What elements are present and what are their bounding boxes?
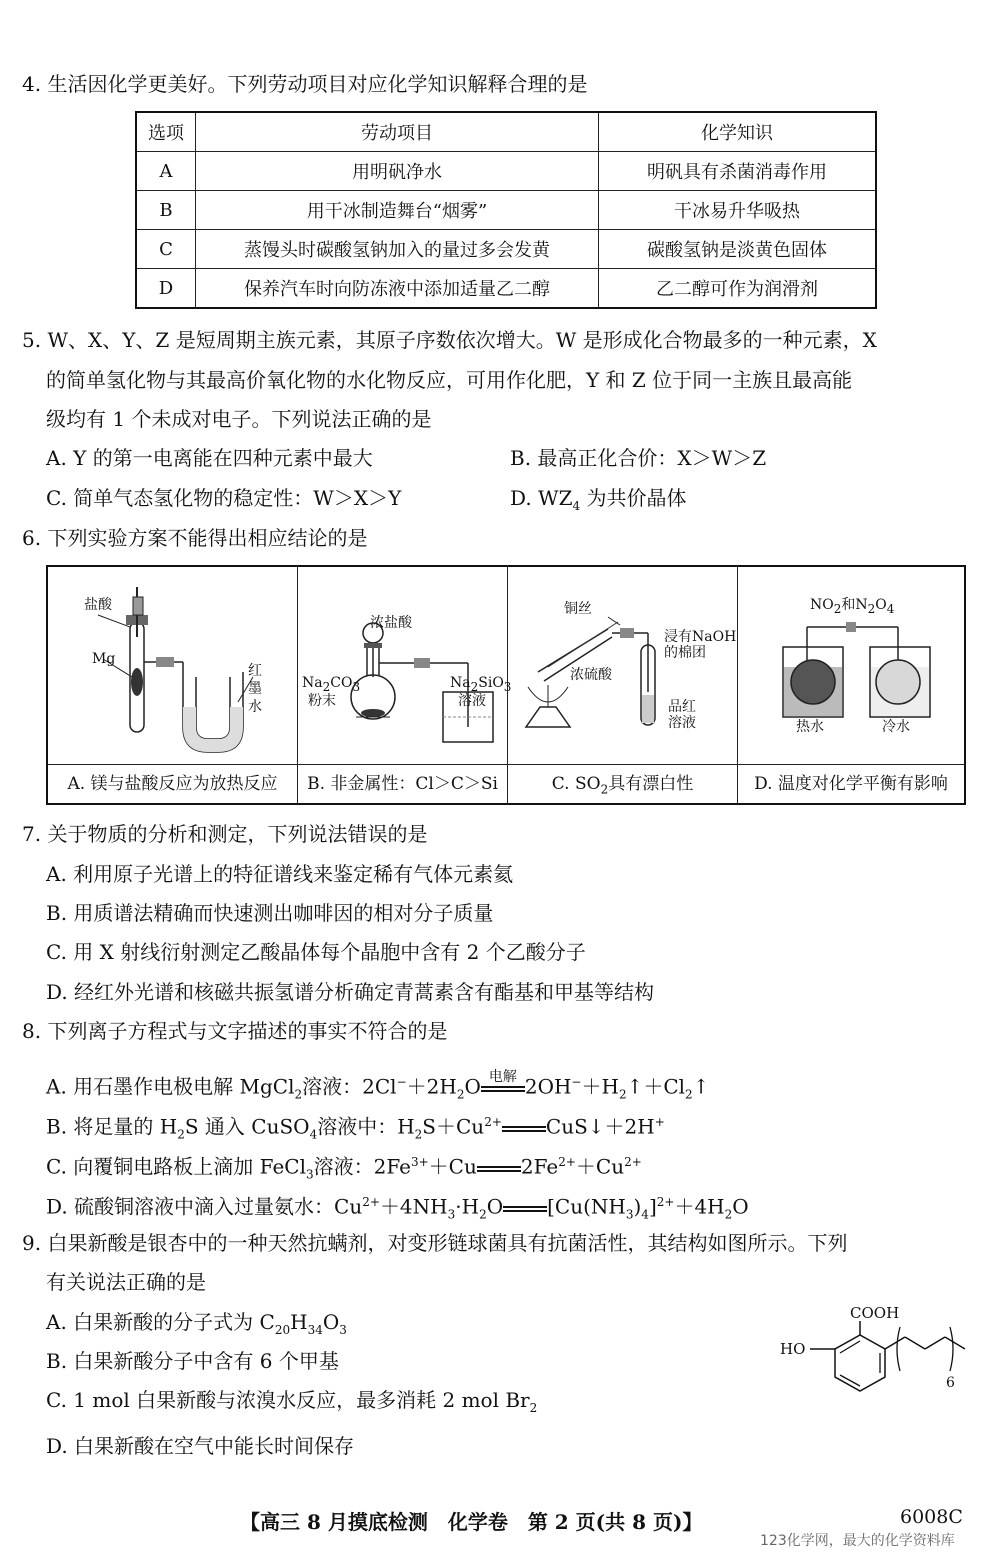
caption-d: D. 温度对化学平衡有影响 [738, 764, 964, 803]
q7-option-d: D. 经红外光谱和核磁共振氢谱分析确定青蒿素含有酯基和甲基等结构 [46, 980, 655, 1004]
q7-option-a: A. 利用原子光谱上的特征谱线来鉴定稀有气体元素氦 [46, 862, 514, 886]
table-cell: 用明矾净水 [196, 152, 599, 191]
q6-experiment-table [46, 565, 966, 805]
experiment-b [298, 567, 512, 803]
experiment-c [508, 567, 738, 803]
table-cell: 蒸馒头时碳酸氢钠加入的量过多会发黄 [196, 230, 599, 269]
q5-option-a: A. Y 的第一电离能在四种元素中最大 [46, 446, 373, 470]
q5-line1: 5. W、X、Y、Z 是短周期主族元素，其原子序数依次增大。W 是形成化合物最多的一种元素，X [22, 328, 877, 352]
apparatus-c-icon [508, 567, 738, 765]
q9-option-a: A. 白果新酸的分子式为 $C_{20}H_{34}O_3$ [46, 1310, 347, 1337]
table-cell: 碳酸氢钠是淡黄色固体 [599, 230, 877, 269]
q5-option-c: C. 简单气态氢化物的稳定性：W＞X＞Y [46, 486, 402, 510]
q9-option-b: B. 白果新酸分子中含有 6 个甲基 [46, 1349, 339, 1373]
table-row [136, 191, 876, 230]
table-cell: A [136, 152, 196, 191]
label-cold-water: 冷水 [882, 719, 910, 735]
table-cell: D [136, 269, 196, 309]
q7-option-c: C. 用 X 射线衍射测定乙酸晶体每个晶胞中含有 2 个乙酸分子 [46, 940, 586, 964]
page-footer: 【高三 8 月摸底检测 化学卷 第 2 页(共 8 页)】 [240, 1510, 703, 1534]
table-cell: 明矾具有杀菌消毒作用 [599, 152, 877, 191]
q9-option-c: C. 1 mol 白果新酸与浓溴水反应，最多消耗 2 mol $Br_2$ [46, 1388, 538, 1415]
q9-line1: 9. 白果新酸是银杏中的一种天然抗螨剂，对变形链球菌具有抗菌活性，其结构如图所示。下列 [22, 1231, 848, 1255]
q4-stem: 4. 生活因化学更美好。下列劳动项目对应化学知识解释合理的是 [22, 72, 588, 96]
label-solution: 溶液 [458, 693, 486, 709]
q8-option-b: B. 将足量的 $H_2S$ 通入 CuSO$_4$溶液中：$H_2S+Cu^{2+}$ CuS↓＋2H+ [46, 1114, 665, 1142]
paper-code: 6008C [900, 1506, 963, 1528]
table-cell: B [136, 191, 196, 230]
caption-a: A. 镁与盐酸反应为放热反应 [48, 764, 297, 803]
label-pinhong-2: 溶液 [668, 715, 696, 731]
label-red: 红 [248, 663, 262, 679]
label-conc-h2so4: 浓硫酸 [570, 667, 612, 683]
label-naoh-1: 浸有NaOH [664, 629, 737, 645]
label-gases: $NO_2$和$N_2O_4$ [810, 597, 895, 616]
label-cooh: COOH [850, 1304, 900, 1322]
q5-option-b: B. 最高正化合价：X＞W＞Z [510, 446, 767, 470]
label-na2co3: $Na_2CO_3$ [302, 675, 361, 694]
electrolysis-sign: 电解 [481, 1078, 525, 1098]
q8-option-d: D. 硫酸铜溶液中滴入过量氨水：$Cu^{2+}+4NH_3\cdot H_2O$ $[Cu(NH_3)_4]^{2+}+4H_2O$ [46, 1194, 749, 1222]
q6-stem: 6. 下列实验方案不能得出相应结论的是 [22, 526, 368, 550]
label-na2sio3: $Na_2SiO_3$ [450, 675, 512, 694]
label-mg: Mg [92, 651, 116, 667]
label-ho: HO [780, 1340, 806, 1358]
label-powder: 粉末 [308, 693, 336, 709]
label-conc-hcl: 浓盐酸 [370, 615, 412, 631]
q5-line2: 的简单氢化物与其最高价氧化物的水化物反应，可用作化肥，Y 和 Z 位于同一主族且最高能 [46, 368, 853, 392]
q8-option-a: A. 用石墨作电极电解 MgCl$_2$溶液：$2Cl^-+2H_2O$ 电解 $2OH^-+H_2↑+Cl_2↑$ [46, 1069, 710, 1102]
table-cell: 保养汽车时向防冻液中添加适量乙二醇 [196, 269, 599, 309]
ginkgolic-acid-structure [780, 1305, 970, 1415]
header-cell: 选项 [136, 112, 196, 152]
experiment-d [738, 567, 964, 803]
apparatus-b-icon [298, 567, 508, 765]
table-row [136, 230, 876, 269]
q9-option-d: D. 白果新酸在空气中能长时间保存 [46, 1434, 355, 1458]
table-header-row [136, 112, 876, 152]
table-cell: 干冰易升华吸热 [599, 191, 877, 230]
label-pinhong-1: 品红 [668, 699, 696, 715]
q5-option-d: D. $WZ_4$ 为共价晶体 [510, 486, 687, 513]
label-ink: 墨 [248, 681, 262, 697]
watermark: 123化学网，最大的化学资料库 [760, 1533, 955, 1549]
table-cell: 乙二醇可作为润滑剂 [599, 269, 877, 309]
table-row [136, 152, 876, 191]
q8-option-c: C. 向覆铜电路板上滴加 FeCl$_3$溶液：$2Fe^{3+}+Cu$ $2Fe^{2+}+Cu^{2+}$ [46, 1154, 642, 1182]
q4-table [135, 111, 877, 309]
header-cell: 化学知识 [599, 112, 877, 152]
q5-line3: 级均有 1 个未成对电子。下列说法正确的是 [46, 407, 432, 431]
label-acid: 盐酸 [84, 597, 112, 613]
table-row [136, 269, 876, 309]
caption-c: C. $SO_2$具有漂白性 [508, 764, 737, 803]
table-cell: C [136, 230, 196, 269]
label-water: 水 [248, 699, 262, 715]
header-cell: 劳动项目 [196, 112, 599, 152]
label-naoh-2: 的棉团 [664, 645, 706, 661]
label-hot-water: 热水 [796, 719, 824, 735]
table-cell: 用干冰制造舞台“烟雾” [196, 191, 599, 230]
q7-stem: 7. 关于物质的分析和测定，下列说法错误的是 [22, 822, 428, 846]
caption-b: B. 非金属性：Cl＞C＞Si [298, 764, 507, 803]
q7-option-b: B. 用质谱法精确而快速测出咖啡因的相对分子质量 [46, 901, 494, 925]
q9-line2: 有关说法正确的是 [46, 1270, 206, 1294]
experiment-a [48, 567, 298, 803]
q8-stem: 8. 下列离子方程式与文字描述的事实不符合的是 [22, 1019, 448, 1043]
label-repeat-n: 6 [946, 1375, 955, 1391]
label-copper-wire: 铜丝 [564, 601, 592, 617]
